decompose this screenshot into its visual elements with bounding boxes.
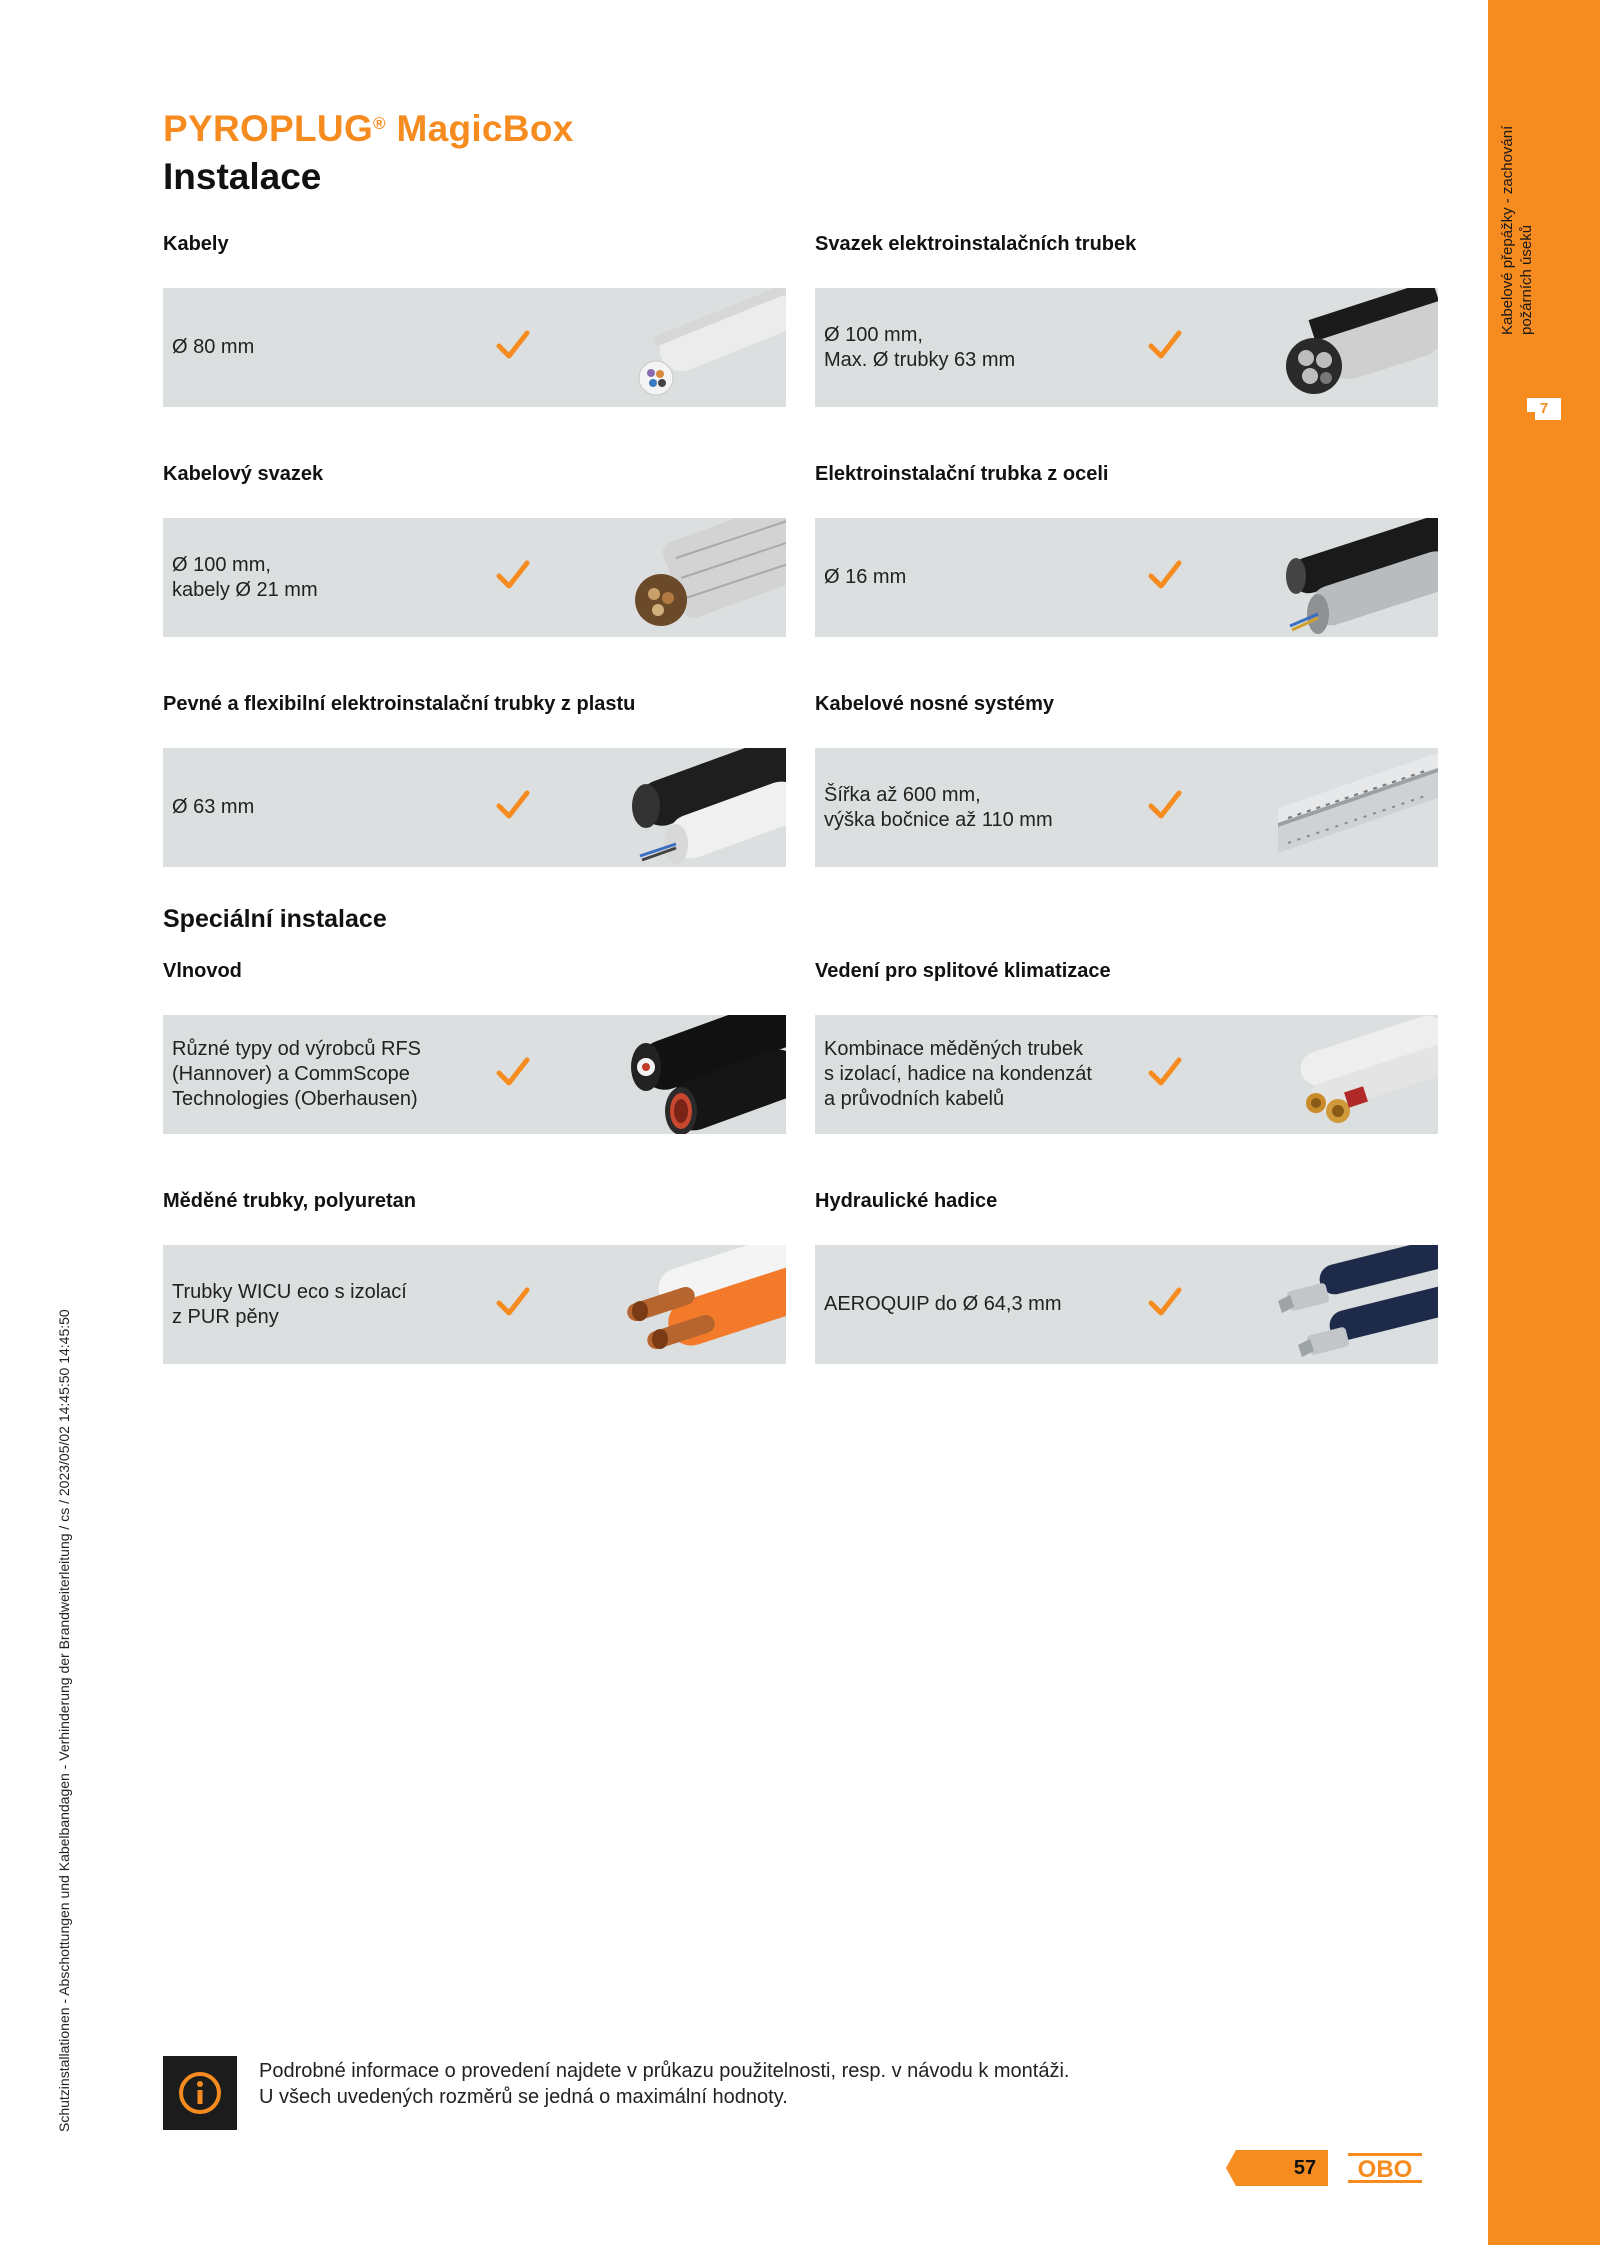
item-spec: Ø 80 mm <box>172 336 255 358</box>
chapter-sidebar <box>1488 0 1600 2245</box>
special-installation-heading: Speciální instalace <box>163 905 387 933</box>
waveguide-image <box>626 1015 786 1134</box>
installation-card <box>163 518 786 637</box>
split-ac-line-image <box>1278 1015 1438 1134</box>
item-spec: Ø 100 mm, Max. Ø trubky 63 mm <box>824 323 1016 371</box>
info-line-1: Podrobné informace o provedení najdete v průkazu použitelnosti, resp. v návodu k montáži. <box>259 2060 1070 2082</box>
checkmark-icon <box>1148 788 1182 822</box>
checkmark-icon <box>496 328 530 362</box>
item-label: Elektroinstalační trubka z oceli <box>815 463 1109 485</box>
installation-card <box>815 518 1438 637</box>
item-spec: Kombinace měděných trubek s izolací, hadice na kondenzát a průvodních kabelů <box>824 1038 1092 1110</box>
checkmark-icon <box>1148 1285 1182 1319</box>
product-name: MagicBox <box>385 108 574 149</box>
installation-card <box>163 748 786 867</box>
document-footer-path: Schutzinstallationen - Abschottungen und Kabelbandagen - Verhinderung der Brandweiterleitung / cs / 2023/05/02 14:45:50 14:45:50 <box>56 1309 72 2132</box>
steel-conduit-image <box>1278 518 1438 637</box>
item-label: Vedení pro splitové klimatizace <box>815 960 1111 982</box>
checkmark-icon <box>496 1285 530 1319</box>
item-spec: Různé typy od výrobců RFS (Hannover) a CommScope Technologies (Oberhausen) <box>172 1038 421 1110</box>
item-label: Kabelové nosné systémy <box>815 693 1054 715</box>
installation-card <box>815 748 1438 867</box>
info-icon <box>163 2056 237 2130</box>
checkmark-icon <box>1148 558 1182 592</box>
info-box <box>163 2056 237 2130</box>
info-line-2: U všech uvedených rozměrů se jedná o maximální hodnoty. <box>259 2086 788 2108</box>
obo-logo <box>1346 2150 1424 2186</box>
round-cable-image <box>626 288 786 407</box>
installation-card <box>163 1245 786 1364</box>
installation-card <box>815 1015 1438 1134</box>
item-label: Kabely <box>163 233 229 255</box>
checkmark-icon <box>1148 328 1182 362</box>
installation-card <box>163 288 786 407</box>
checkmark-icon <box>496 788 530 822</box>
info-note <box>259 2058 1069 2110</box>
installation-card <box>815 1245 1438 1364</box>
item-label: Svazek elektroinstalačních trubek <box>815 233 1137 255</box>
registered-mark: ® <box>373 114 386 133</box>
cable-bundle-image <box>626 518 786 637</box>
installation-card <box>815 288 1438 407</box>
item-spec: Ø 16 mm <box>824 566 907 588</box>
item-label: Kabelový svazek <box>163 463 324 485</box>
checkmark-icon <box>1148 1055 1182 1089</box>
brand-name: PYROPLUG <box>163 108 374 149</box>
product-title <box>163 108 574 150</box>
checkmark-icon <box>496 1055 530 1089</box>
svg-text:OBO: OBO <box>1357 2156 1413 2183</box>
item-label: Měděné trubky, polyuretan <box>163 1190 417 1212</box>
page-subtitle: Instalace <box>163 156 322 197</box>
copper-pipe-image <box>626 1245 786 1364</box>
conduit-bundle-image <box>1278 288 1438 407</box>
item-label: Vlnovod <box>163 960 242 982</box>
plastic-conduit-image <box>626 748 786 867</box>
item-spec: Šířka až 600 mm, výška bočnice až 110 mm <box>824 783 1053 831</box>
hydraulic-hose-image <box>1278 1245 1438 1364</box>
chapter-number: 7 <box>1527 398 1561 420</box>
item-spec: AEROQUIP do Ø 64,3 mm <box>824 1293 1062 1315</box>
page-number: 57 <box>1293 2157 1317 2179</box>
chapter-title: Kabelové přepážky - zachování požárních úseků <box>1499 125 1535 335</box>
item-label: Hydraulické hadice <box>815 1190 998 1212</box>
checkmark-icon <box>496 558 530 592</box>
item-spec: Trubky WICU eco s izolací z PUR pěny <box>172 1280 407 1328</box>
item-spec: Ø 100 mm, kabely Ø 21 mm <box>172 553 318 601</box>
item-spec: Ø 63 mm <box>172 796 255 818</box>
cable-tray-image <box>1278 748 1438 867</box>
installation-card <box>163 1015 786 1134</box>
item-label: Pevné a flexibilní elektroinstalační trubky z plastu <box>163 693 636 715</box>
